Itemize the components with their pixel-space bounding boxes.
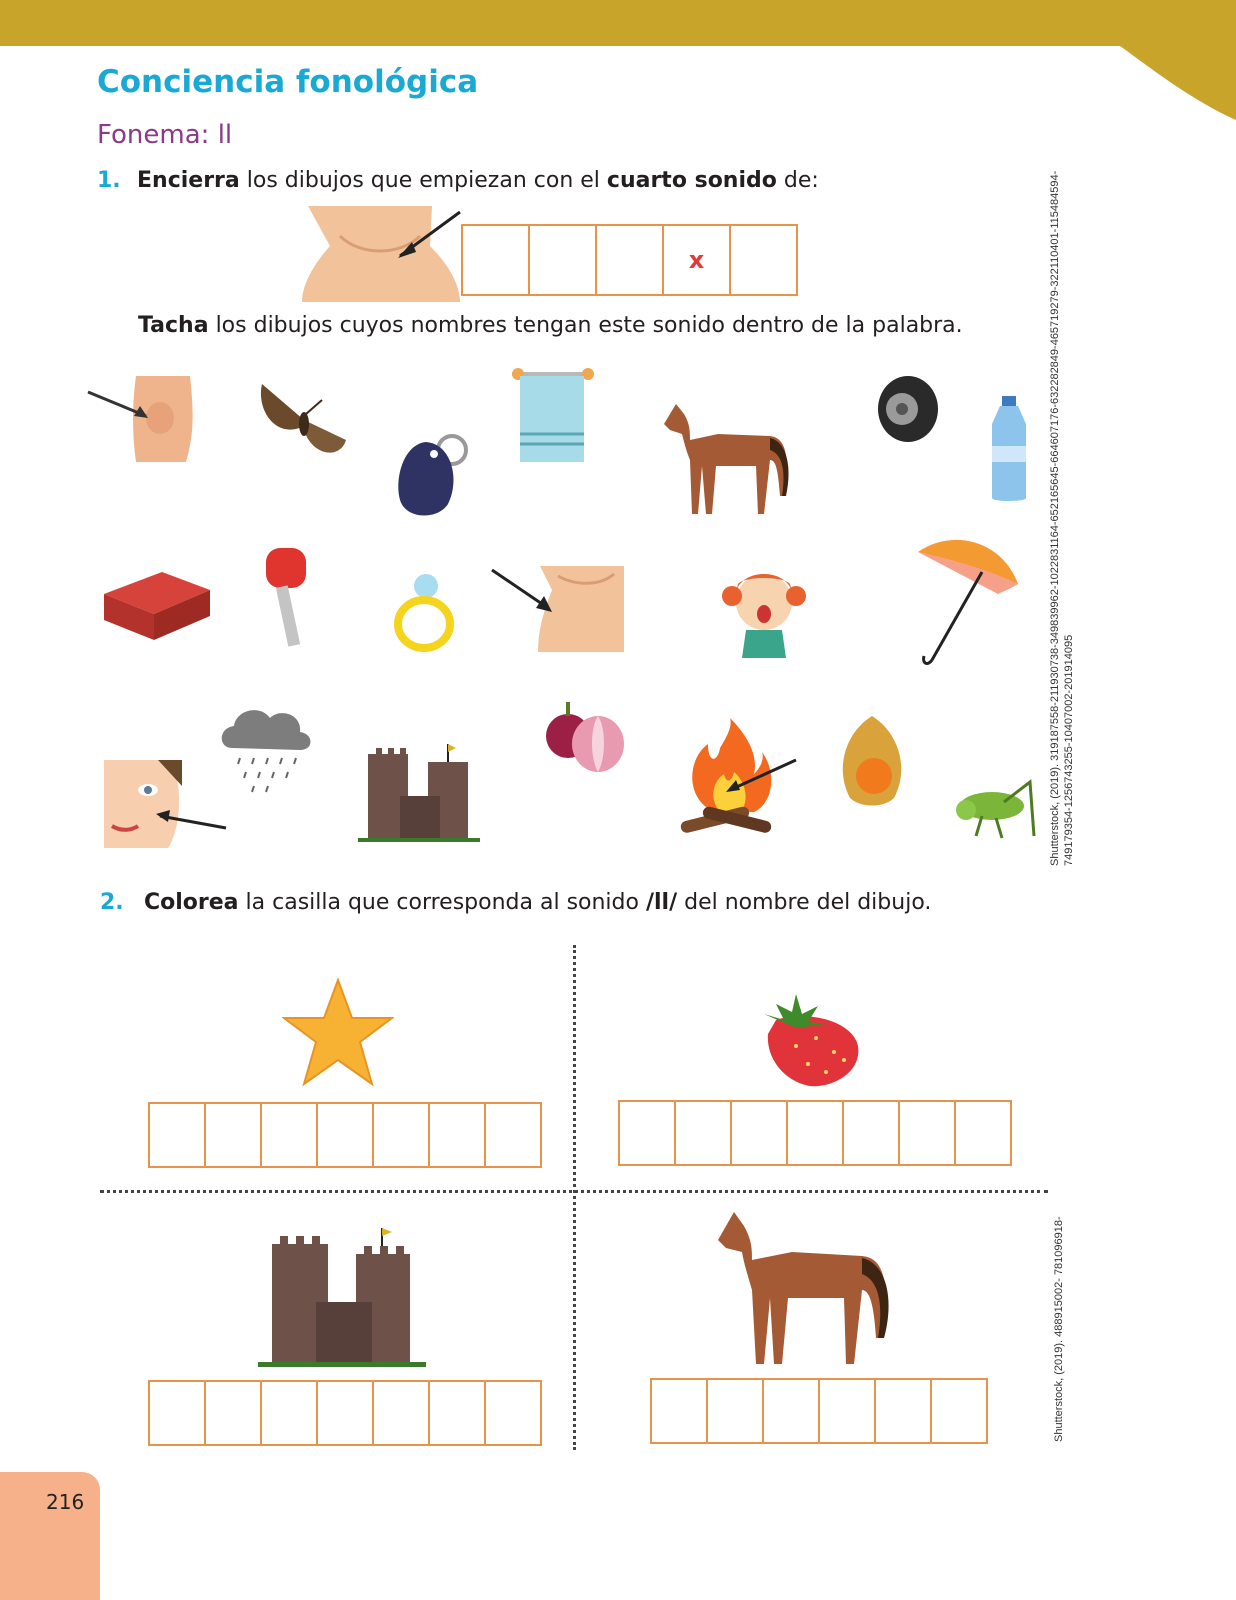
image-credit-bottom: [1052, 1216, 1066, 1442]
strawberry-icon[interactable]: [756, 990, 862, 1090]
letter-box[interactable]: [316, 1380, 374, 1446]
letter-box[interactable]: [528, 224, 597, 296]
letter-box[interactable]: [786, 1100, 844, 1166]
letter-box[interactable]: [842, 1100, 900, 1166]
umbrella-icon[interactable]: [912, 532, 1022, 666]
exercise-1-bold: cuarto sonido: [606, 168, 777, 193]
exercise-1-text-a: los dibujos que empiezan con el: [239, 168, 607, 193]
bonfire-icon[interactable]: [674, 718, 798, 842]
letter-box[interactable]: [461, 224, 530, 296]
exercise-1-instruction: [97, 168, 819, 193]
exercise-2-text-b: del nombre del dibujo.: [677, 890, 932, 915]
neck-icon[interactable]: [490, 566, 626, 654]
exercise-1-verb: Encierra: [137, 168, 240, 193]
horse-large-icon[interactable]: [712, 1206, 898, 1368]
letter-box[interactable]: [898, 1100, 956, 1166]
keychain-icon[interactable]: [394, 430, 474, 520]
letter-box[interactable]: [316, 1102, 374, 1168]
crying-girl-icon[interactable]: [714, 556, 814, 660]
letter-box[interactable]: [484, 1102, 542, 1168]
letter-box[interactable]: [729, 224, 798, 296]
letter-box[interactable]: [204, 1380, 262, 1446]
cricket-icon[interactable]: [952, 776, 1036, 842]
exercise-1b-verb: Tacha: [138, 313, 209, 338]
star-icon[interactable]: [282, 978, 394, 1088]
towel-icon[interactable]: [508, 368, 596, 466]
letter-box[interactable]: [954, 1100, 1012, 1166]
ring-icon[interactable]: [394, 572, 458, 652]
image-credit-top: [1048, 171, 1076, 866]
exercise-1-number: 1.: [97, 168, 121, 193]
castle-icon[interactable]: [356, 740, 480, 844]
castle-letter-boxes: [148, 1380, 540, 1446]
bottle-icon[interactable]: [988, 394, 1030, 504]
letter-box[interactable]: [874, 1378, 932, 1444]
neck-example-icon: [300, 206, 466, 302]
letter-box[interactable]: [706, 1378, 764, 1444]
star-letter-boxes: [148, 1102, 540, 1168]
letter-box[interactable]: [818, 1378, 876, 1444]
letter-box[interactable]: [674, 1100, 732, 1166]
image-credit-top-line-1: Shutterstock, (2019). 319187558-211930738-349839962-1022831164-652165645-664607176-632282849-465719279-32211040​1-115484594-: [1049, 170, 1061, 866]
letter-box[interactable]: [650, 1378, 708, 1444]
example-word-boxes: [461, 224, 796, 296]
letter-box[interactable]: [372, 1102, 430, 1168]
key-icon[interactable]: [262, 546, 318, 650]
letter-box[interactable]: [428, 1102, 486, 1168]
page-title: Conciencia fonológica: [97, 64, 479, 100]
knee-icon[interactable]: [86, 374, 196, 464]
rain-cloud-icon[interactable]: [218, 702, 314, 796]
moth-icon[interactable]: [256, 380, 352, 462]
vertical-divider: [573, 945, 576, 1450]
letter-box[interactable]: [484, 1380, 542, 1446]
horse-letter-boxes: [650, 1378, 986, 1444]
image-credit-top-line-2: 749179354-125674325​5-1040700​2-201914095: [1063, 634, 1075, 866]
letter-box[interactable]: [372, 1380, 430, 1446]
tire-icon[interactable]: [872, 374, 940, 444]
castle-large-icon[interactable]: [256, 1226, 428, 1370]
exercise-1-text-b: de:: [776, 168, 819, 193]
strawberry-letter-boxes: [618, 1100, 1010, 1166]
letter-box[interactable]: [148, 1380, 206, 1446]
exercise-2-text-a: la casilla que corresponda al sonido: [238, 890, 646, 915]
page-number: 216: [46, 1490, 85, 1514]
letter-box[interactable]: [595, 224, 664, 296]
image-credit-bottom-line: Shutterstock, (2019). 488915002- 781096918-: [1053, 1216, 1065, 1442]
letter-box[interactable]: [930, 1378, 988, 1444]
exercise-2-number: 2.: [100, 890, 124, 915]
physalis-icon[interactable]: [828, 712, 916, 810]
horizontal-divider: [100, 1190, 1048, 1193]
letter-box[interactable]: [148, 1102, 206, 1168]
exercise-2-verb: Colorea: [144, 890, 239, 915]
exercise-2-instruction: [100, 890, 931, 915]
letter-box[interactable]: [260, 1102, 318, 1168]
brick-icon[interactable]: [100, 566, 212, 642]
cheek-icon[interactable]: [102, 756, 228, 850]
exercise-2-bold: /ll/: [645, 890, 678, 915]
exercise-1-instruction-2: [138, 313, 963, 338]
letter-box[interactable]: [204, 1102, 262, 1168]
page-subtitle: Fonema: ll: [97, 120, 233, 150]
exercise-1b-text: los dibujos cuyos nombres tengan este sonido dentro de la palabra.: [208, 313, 963, 338]
letter-box[interactable]: [762, 1378, 820, 1444]
letter-box[interactable]: [730, 1100, 788, 1166]
onion-icon[interactable]: [544, 698, 626, 774]
letter-box[interactable]: [428, 1380, 486, 1446]
letter-box[interactable]: [260, 1380, 318, 1446]
horse-icon[interactable]: [660, 400, 796, 518]
letter-box[interactable]: [618, 1100, 676, 1166]
letter-box-marked[interactable]: x: [662, 224, 731, 296]
